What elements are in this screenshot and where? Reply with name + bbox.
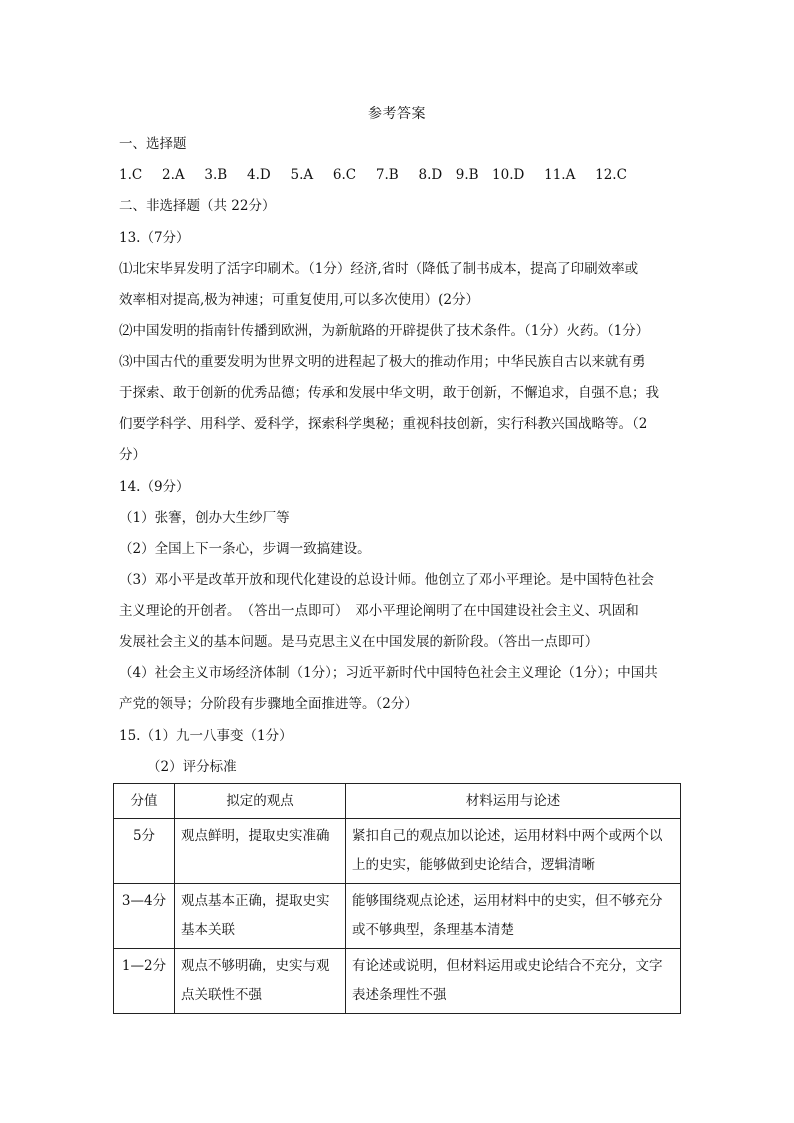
q13-line-7: 分） [119, 447, 146, 463]
q14-line-1: （1）张謇，创办大生纱厂等 [119, 510, 290, 526]
table-cell-argument: 能够围绕观点论述，运用材料中的史实，但不够充分或不够典型，条理基本清楚 [346, 884, 681, 949]
table-row [114, 884, 681, 949]
table-cell-score: 5分 [114, 819, 175, 884]
q14-line-6: （4）社会主义市场经济体制（1分）；习近平新时代中国特色社会主义理论（1分）；中国共 [119, 665, 658, 681]
table-header-cell: 拟定的观点 [175, 784, 346, 819]
q13-line-1: ⑴北宋毕昇发明了活字印刷术。（1分）经济,省时（降低了制书成本，提高了印刷效率或 [119, 261, 639, 277]
table-header-row [114, 784, 681, 819]
table-cell-argument: 有论述或说明，但材料运用或史论结合不充分，文字表述条理性不强 [346, 949, 681, 1014]
page-title: 参考答案 [368, 106, 426, 122]
table-cell-viewpoint: 观点鲜明，提取史实准确 [175, 819, 346, 884]
section-choice-heading: 一、选择题 [119, 136, 187, 152]
table-header-cell: 材料运用与论述 [346, 784, 681, 819]
table-cell-score: 3—4分 [114, 884, 175, 949]
q13-line-3: ⑵中国发明的指南针传播到欧洲，为新航路的开辟提供了技术条件。（1分）火药。（1分） [119, 323, 650, 339]
q14-line-3: （3）邓小平是改革开放和现代化建设的总设计师。他创立了邓小平理论。是中国特色社会 [119, 572, 655, 588]
section-nonchoice-heading: 二、非选择题（共 22分） [119, 198, 276, 214]
scoring-table [113, 783, 681, 1014]
q15-line-1: 15.（1）九一八事变（1分） [119, 728, 293, 744]
q13-line-2: 效率相对提高,极为神速；可重复使用,可以多次使用）(2分） [119, 292, 479, 308]
q13-line-5: 于探索、敢于创新的优秀品德；传承和发展中华文明，敢于创新，不懈追求，自强不息；我 [119, 385, 659, 401]
q14-line-7: 产党的领导；分阶段有步骤地全面推进等。（2分） [119, 696, 418, 712]
q14-header: 14.（9分） [119, 479, 190, 495]
table-row [114, 819, 681, 884]
table-cell-score: 1—2分 [114, 949, 175, 1014]
q13-line-6: 们要学科学、用科学、爱科学，探索科学奥秘；重视科技创新，实行科教兴国战略等。（2 [119, 416, 648, 432]
q15-line-2: （2）评分标准 [147, 759, 237, 775]
table-cell-argument: 紧扣自己的观点加以论述，运用材料中两个或两个以上的史实，能够做到史论结合，逻辑清晰 [346, 819, 681, 884]
table-header-cell: 分值 [114, 784, 175, 819]
table-cell-viewpoint: 观点基本正确，提取史实基本关联 [175, 884, 346, 949]
table-cell-viewpoint: 观点不够明确，史实与观点关联性不强 [175, 949, 346, 1014]
q14-line-2: （2）全国上下一条心，步调一致搞建设。 [119, 541, 371, 557]
table-row [114, 949, 681, 1014]
q14-line-5: 发展社会主义的基本问题。是马克思主义在中国发展的新阶段。（答出一点即可） [119, 634, 599, 650]
q13-line-4: ⑶中国古代的重要发明为世界文明的进程起了极大的推动作用；中华民族自古以来就有勇 [119, 354, 646, 370]
q13-header: 13.（7分） [119, 230, 190, 246]
choice-answers: 1.C 2.A 3.B 4.D 5.A 6.C 7.B 8.D 9.B 10.D 11.A 12.C [119, 167, 627, 183]
q14-line-4: 主义理论的开创者。 （答出一点即可） 邓小平理论阐明了在中国建设社会主义、巩固和 [119, 603, 639, 619]
